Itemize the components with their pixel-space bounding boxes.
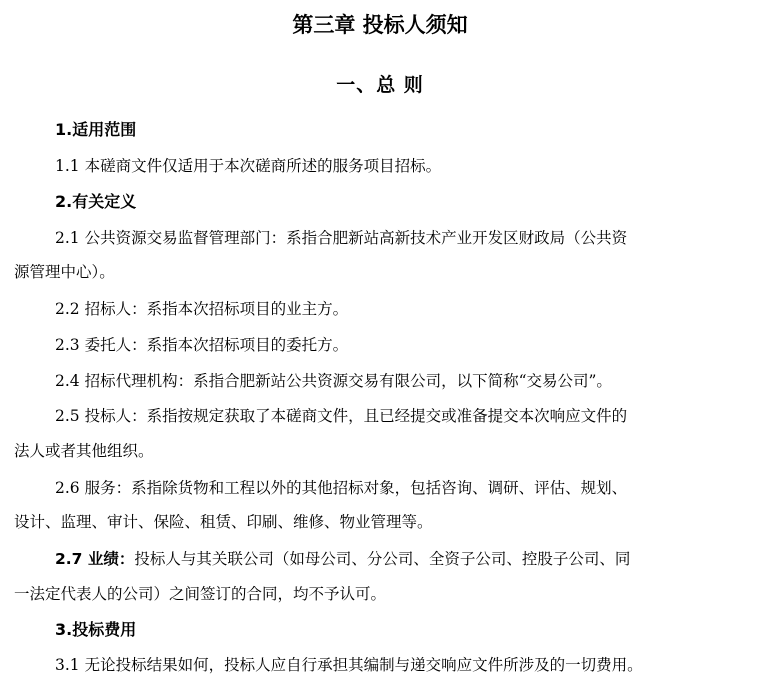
clause-2-1-line1: 2.1 公共资源交易监督管理部门：系指合肥新站高新技术产业开发区财政局（公共资 <box>55 229 628 247</box>
clause-2-5-line2: 法人或者其他组织。 <box>14 442 154 460</box>
heading-definitions: 2.有关定义 <box>55 192 137 211</box>
clause-3-1: 3.1 无论投标结果如何，投标人应自行承担其编制与递交响应文件所涉及的一切费用。 <box>55 656 643 674</box>
heading-bid-costs: 3.投标费用 <box>55 620 137 639</box>
clause-2-7-line1 <box>55 547 630 571</box>
clause-2-5-line1: 2.5 投标人：系指按规定获取了本磋商文件，且已经提交或准备提交本次响应文件的 <box>55 407 628 425</box>
clause-2-6-line1: 2.6 服务：系指除货物和工程以外的其他招标对象，包括咨询、调研、评估、规划、 <box>55 479 628 497</box>
clause-2-3: 2.3 委托人：系指本次招标项目的委托方。 <box>55 336 349 354</box>
clause-2-2: 2.2 招标人：系指本次招标项目的业主方。 <box>55 300 349 318</box>
clause-1-1: 1.1 本磋商文件仅适用于本次磋商所述的服务项目招标。 <box>55 157 442 175</box>
section-title: 一、总 则 <box>336 74 424 96</box>
clause-2-7-label: 2.7 业绩： <box>55 550 135 568</box>
clause-2-4: 2.4 招标代理机构：系指合肥新站公共资源交易有限公司，以下简称“交易公司”。 <box>55 372 612 390</box>
clause-2-7-text: 投标人与其关联公司（如母公司、分公司、全资子公司、控股子公司、同 <box>134 550 631 568</box>
clause-2-1-line2: 源管理中心）。 <box>14 263 115 281</box>
clause-2-7-line2: 一法定代表人的公司）之间签订的合同，均不予认可。 <box>14 585 387 603</box>
chapter-title: 第三章 投标人须知 <box>292 13 468 37</box>
heading-applicability: 1.适用范围 <box>55 120 137 139</box>
clause-2-6-line2: 设计、监理、审计、保险、租赁、印刷、维修、物业管理等。 <box>14 513 433 531</box>
